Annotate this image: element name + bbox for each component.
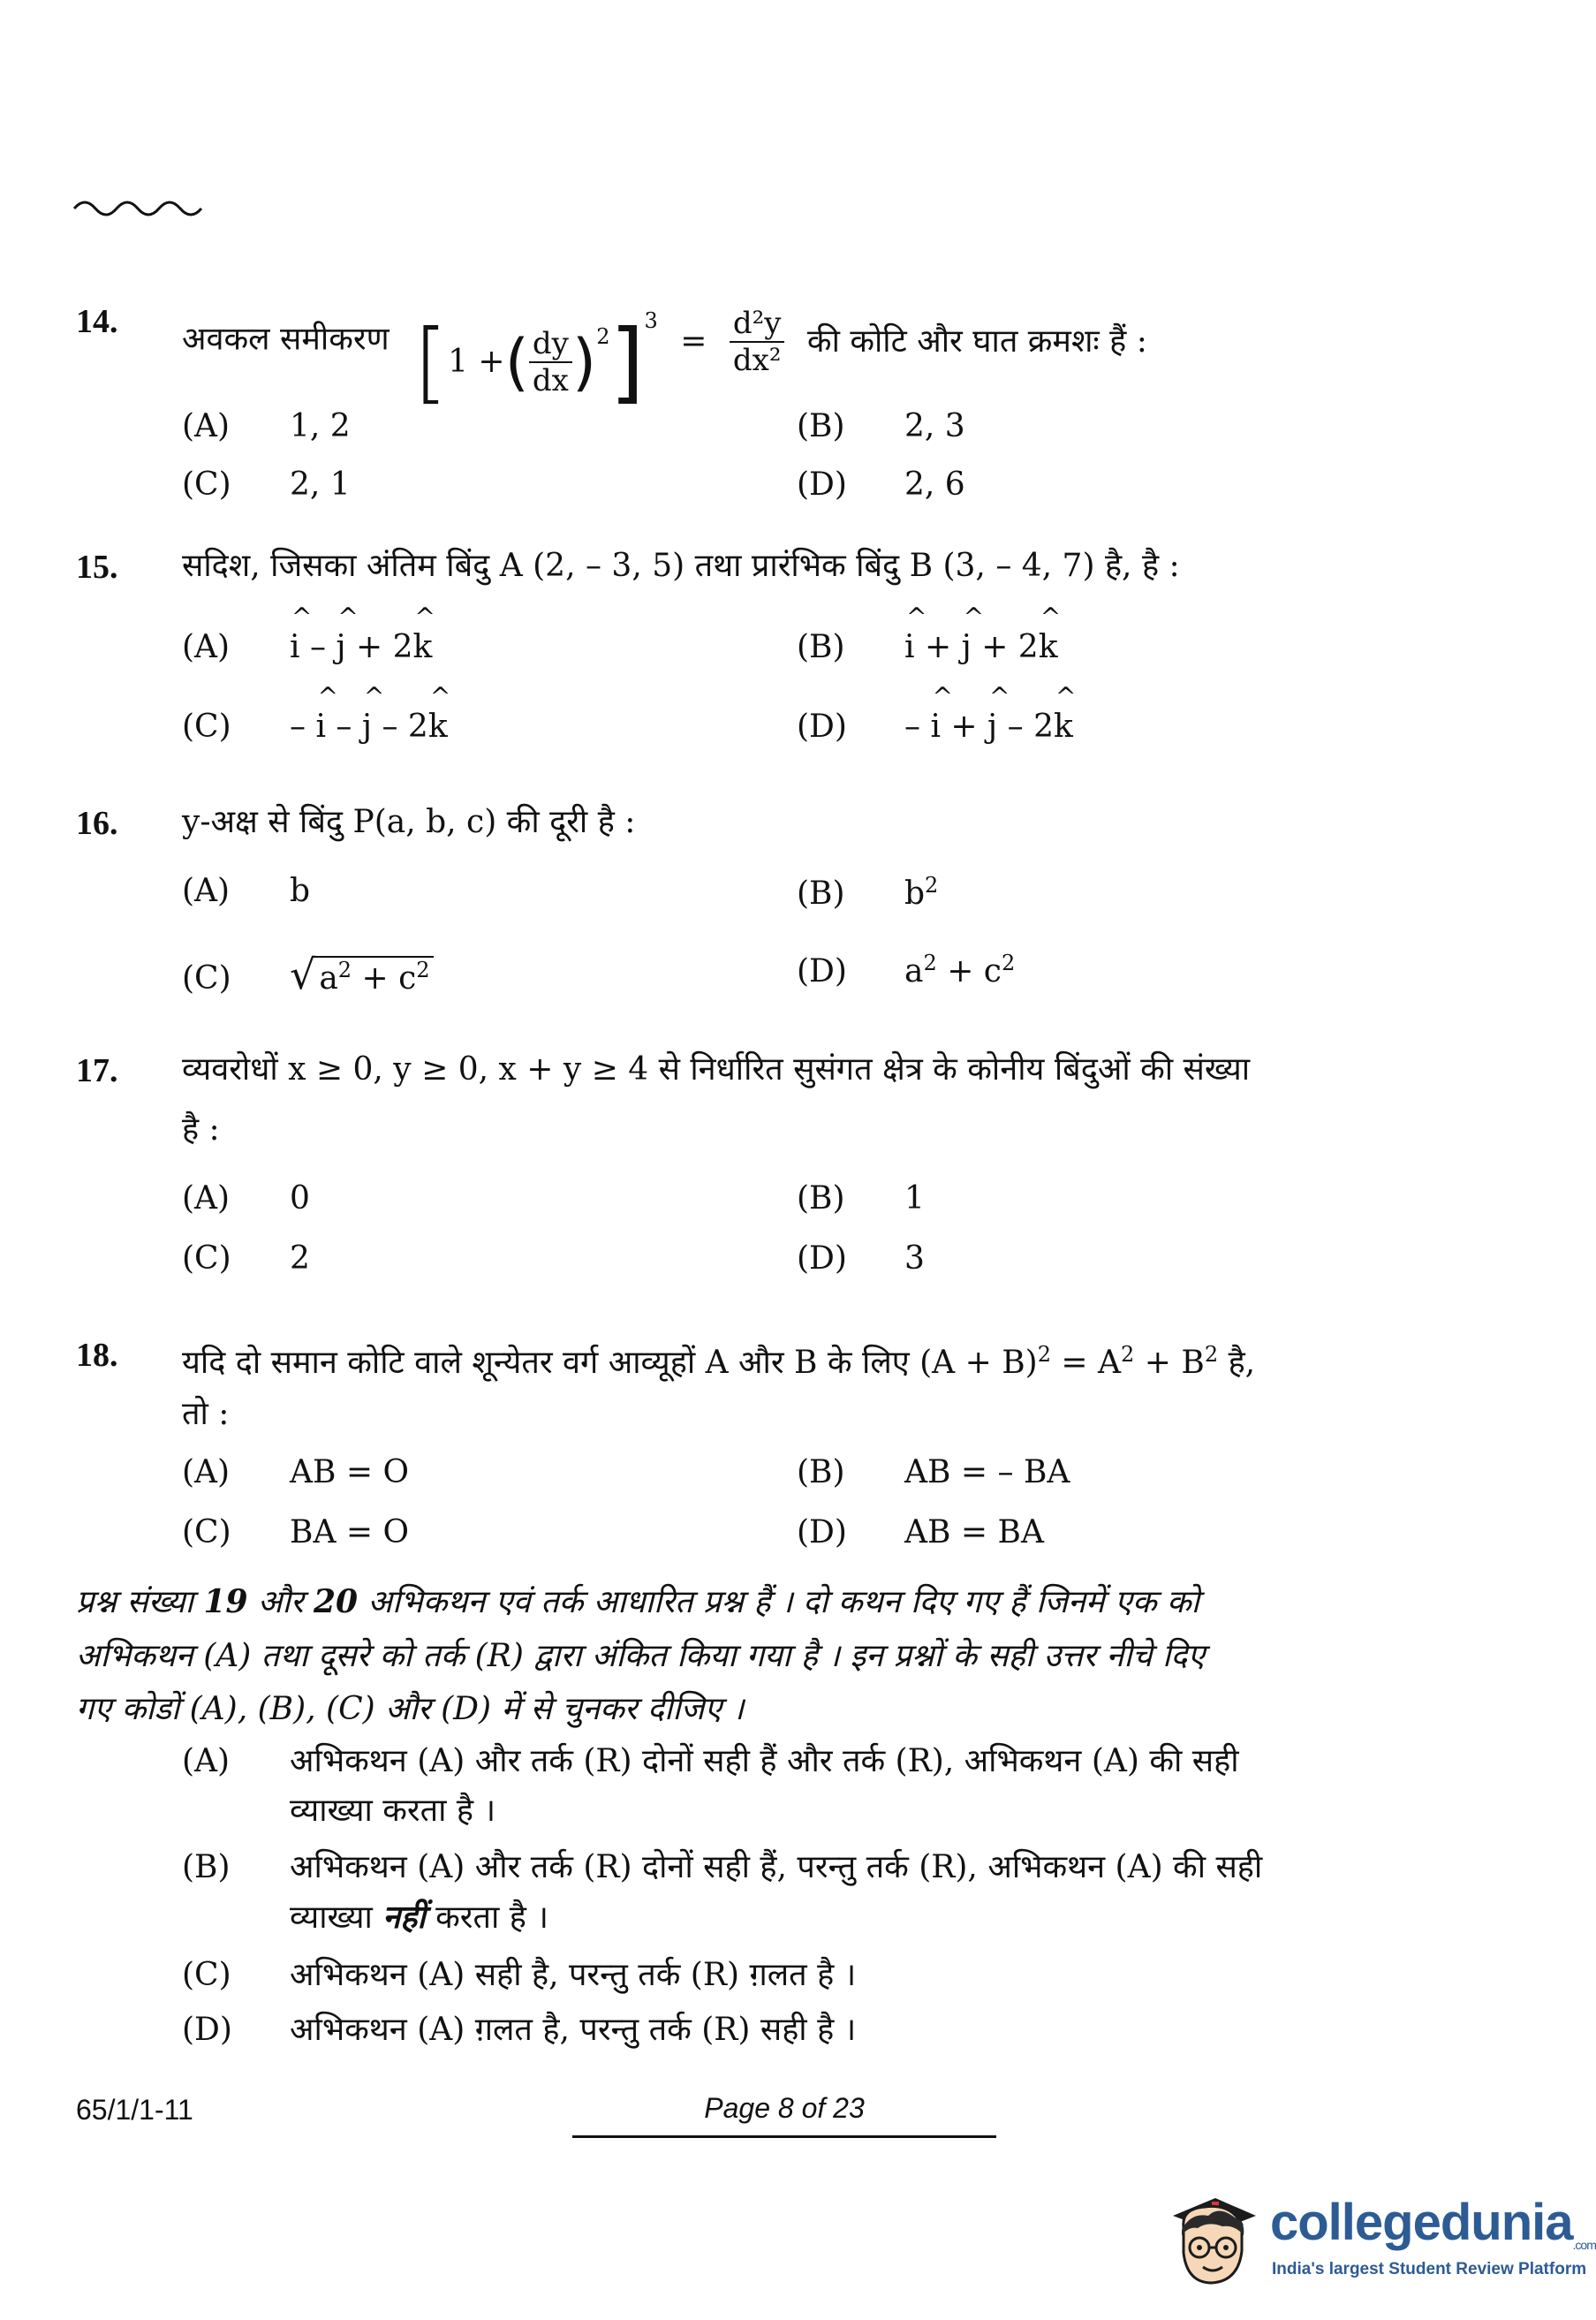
vec-part: – bbox=[904, 709, 931, 745]
code-c bbox=[182, 1951, 856, 2000]
option-value: AB = BA bbox=[904, 1514, 1044, 1550]
vec-part: + bbox=[940, 709, 988, 745]
power: 2 bbox=[1037, 1342, 1051, 1367]
question-15-text: सदिश, जिसका अंतिम बिंदु A (2, – 3, 5) तथा प्रारंभिक बिंदु B (3, – 4, 7) है, है : bbox=[182, 548, 1180, 584]
vec-part: + bbox=[914, 629, 962, 665]
unit-vector-j: ^ j bbox=[987, 709, 997, 745]
question-number: 18. bbox=[76, 1337, 118, 1374]
q18-text: है, bbox=[1218, 1345, 1256, 1381]
option-label: (B) bbox=[797, 408, 845, 444]
option-c bbox=[182, 466, 351, 503]
option-d bbox=[797, 1514, 1044, 1550]
option-label: (A) bbox=[182, 1743, 231, 1779]
term-a: a bbox=[904, 953, 924, 989]
question-17-line2: है : bbox=[182, 1111, 220, 1148]
option-value: 1 bbox=[904, 1180, 925, 1217]
option-label: (C) bbox=[182, 1514, 231, 1550]
power: 2 bbox=[337, 958, 352, 982]
option-b bbox=[797, 1180, 925, 1217]
power: 2 bbox=[925, 873, 939, 898]
option-label: (A) bbox=[182, 408, 231, 444]
code-a bbox=[182, 1737, 1239, 1786]
vec-part: – bbox=[299, 629, 337, 665]
code-emphasis: नहीं bbox=[382, 1899, 426, 1936]
vec-part: – 2 bbox=[997, 709, 1054, 745]
question-14-text bbox=[182, 263, 1418, 420]
q14-tail: की कोटि और घात क्रमशः हैं : bbox=[806, 322, 1147, 360]
option-label: (A) bbox=[182, 873, 231, 909]
option-label: (D) bbox=[797, 466, 847, 503]
question-16-text: y-अक्ष से बिंदु P(a, b, c) की दूरी है : bbox=[182, 804, 636, 840]
option-value: 0 bbox=[290, 1180, 310, 1217]
power: 2 bbox=[1121, 1342, 1135, 1367]
option-label: (D) bbox=[797, 1240, 847, 1277]
question-18-line2: तो : bbox=[182, 1396, 230, 1432]
option-label: (A) bbox=[182, 629, 231, 665]
option-label: (A) bbox=[182, 1180, 231, 1217]
instr-text: अभिकथन एवं तर्क आधारित प्रश्न हैं । दो कथन दिए गए हैं जिनमें एक को bbox=[358, 1584, 1199, 1620]
code-text: व्याख्या bbox=[290, 1899, 383, 1936]
paper-code: 65/1/1-11 bbox=[76, 2094, 193, 2126]
power: 2 bbox=[1204, 1342, 1219, 1367]
option-value: 2, 3 bbox=[904, 408, 965, 444]
unit-vector-i: ^ i bbox=[904, 629, 915, 665]
instr-text: और bbox=[247, 1584, 314, 1620]
instructions-line3: गए कोडों (A), (B), (C) और (D) में से चुनकर दीजिए । bbox=[76, 1691, 745, 1727]
power: 2 bbox=[416, 958, 430, 982]
q18-text: = A bbox=[1050, 1345, 1122, 1381]
unit-vector-k: ^ k bbox=[428, 709, 448, 745]
code-text: अभिकथन (A) और तर्क (R) दोनों सही हैं, परन्तु तर्क (R), अभिकथन (A) की सही bbox=[290, 1849, 1263, 1885]
option-a bbox=[182, 1454, 409, 1490]
option-label: (C) bbox=[182, 960, 231, 997]
q14-inner-power: 2 bbox=[596, 324, 610, 349]
code-text: करता है । bbox=[425, 1899, 548, 1936]
q14-lead: अवकल समीकरण bbox=[182, 321, 390, 358]
option-c bbox=[182, 951, 434, 998]
q18-text: + B bbox=[1134, 1345, 1205, 1381]
power: 2 bbox=[1001, 951, 1016, 975]
q14-dy-dx-fraction bbox=[529, 326, 572, 398]
q14-lhs-num: dy bbox=[529, 326, 572, 363]
q14-lhs-one: 1 + bbox=[448, 344, 505, 380]
q14-rhs-num: d²y bbox=[730, 306, 785, 343]
mascot-icon bbox=[1164, 2186, 1263, 2293]
option-label: (C) bbox=[182, 466, 231, 503]
option-label: (B) bbox=[797, 876, 845, 912]
code-text: अभिकथन (A) ग़लत है, परन्तु तर्क (R) सही है । bbox=[290, 2012, 857, 2048]
code-text: अभिकथन (A) सही है, परन्तु तर्क (R) ग़लत है । bbox=[290, 1957, 857, 1993]
brand-suffix: .com bbox=[1572, 2238, 1596, 2252]
code-b bbox=[182, 1843, 1262, 1892]
code-a-line2: व्याख्या करता है । bbox=[290, 1793, 496, 1829]
option-label: (C) bbox=[182, 1957, 231, 1993]
option-value: b bbox=[904, 876, 926, 912]
instr-text: प्रश्न संख्या bbox=[76, 1584, 204, 1620]
term-c: + c bbox=[936, 953, 1002, 989]
option-a bbox=[182, 1180, 310, 1217]
code-text: अभिकथन (A) और तर्क (R) दोनों सही हैं और तर्क (R), अभिकथन (A) की सही bbox=[290, 1743, 1239, 1779]
vec-part: – bbox=[290, 709, 316, 745]
unit-vector-i: ^ i bbox=[290, 629, 300, 665]
radicand-a: a bbox=[319, 960, 338, 997]
option-label: (C) bbox=[182, 1240, 231, 1277]
q14-lhs-den: dx bbox=[532, 363, 569, 398]
unit-vector-j: ^ j bbox=[336, 629, 345, 665]
question-number: 17. bbox=[76, 1052, 118, 1089]
vec-part: + 2 bbox=[345, 629, 413, 665]
radicand-c: + c bbox=[352, 960, 417, 997]
instr-number: 20 bbox=[314, 1583, 359, 1620]
collegedunia-logo bbox=[1164, 2182, 1596, 2297]
unit-vector-j: ^ j bbox=[962, 629, 972, 665]
page-number: Page 8 of 23 bbox=[572, 2092, 996, 2138]
wave-mark bbox=[72, 189, 205, 224]
option-label: (D) bbox=[797, 1514, 847, 1550]
sqrt-sign: √ bbox=[290, 951, 316, 998]
q14-outer-power: 3 bbox=[644, 308, 658, 333]
option-value: 2 bbox=[290, 1240, 310, 1277]
power: 2 bbox=[923, 951, 937, 975]
code-d bbox=[182, 2005, 856, 2055]
option-a bbox=[182, 629, 432, 665]
option-label: (D) bbox=[797, 953, 847, 989]
question-17-line1: व्यवरोधों x ≥ 0, y ≥ 0, x + y ≥ 4 से निर्धारित सुसंगत क्षेत्र के कोनीय बिंदुओं की संख्या bbox=[182, 1051, 1251, 1088]
option-d bbox=[797, 466, 965, 503]
option-value: 3 bbox=[904, 1240, 925, 1277]
option-b bbox=[797, 629, 1058, 665]
unit-vector-k: ^ k bbox=[1054, 709, 1073, 745]
vec-part: – bbox=[325, 709, 362, 745]
brand-name bbox=[1270, 2193, 1596, 2252]
q14-rhs-fraction bbox=[730, 306, 785, 378]
option-value: 1, 2 bbox=[290, 408, 351, 444]
option-label: (D) bbox=[797, 709, 847, 745]
option-b bbox=[797, 408, 965, 444]
question-number: 16. bbox=[76, 805, 118, 842]
instructions-line1 bbox=[76, 1574, 1418, 1630]
brand-name-text: collegedunia bbox=[1270, 2194, 1573, 2251]
option-d bbox=[797, 951, 1015, 989]
option-label: (B) bbox=[797, 629, 845, 665]
option-label: (B) bbox=[797, 1180, 845, 1217]
option-label: (B) bbox=[797, 1454, 845, 1490]
question-18-line1 bbox=[182, 1325, 1418, 1392]
instructions-line2: अभिकथन (A) तथा दूसरे को तर्क (R) द्वारा अंकित किया गया है । इन प्रश्नों के सही उत्तर नीचे दिए bbox=[76, 1638, 1206, 1674]
brand-tagline: India's largest Student Review Platform bbox=[1272, 2260, 1587, 2278]
option-b bbox=[797, 873, 938, 912]
option-c bbox=[182, 1240, 310, 1277]
option-c bbox=[182, 1514, 409, 1550]
unit-vector-k: ^ k bbox=[413, 629, 433, 665]
unit-vector-k: ^ k bbox=[1039, 629, 1058, 665]
option-label: (B) bbox=[182, 1849, 231, 1885]
vec-part: – 2 bbox=[372, 709, 428, 745]
option-label: (C) bbox=[182, 709, 231, 745]
option-c bbox=[182, 709, 448, 745]
option-value: 2, 6 bbox=[904, 466, 965, 503]
q14-lhs-expression: [1 +( $\frac{dy}{dx}$ )$^2$]$^3$ bbox=[413, 308, 658, 413]
option-a bbox=[182, 408, 351, 444]
unit-vector-i: ^ i bbox=[930, 709, 941, 745]
radicand bbox=[315, 956, 433, 997]
question-number: 15. bbox=[76, 549, 118, 586]
instr-number: 19 bbox=[203, 1583, 248, 1620]
option-b bbox=[797, 1454, 1070, 1490]
option-a bbox=[182, 873, 310, 909]
q18-text: यदि दो समान कोटि वाले शून्येतर वर्ग आव्यूहों A और B के लिए (A + B) bbox=[182, 1345, 1038, 1381]
vec-part: + 2 bbox=[971, 629, 1039, 665]
code-b-line2 bbox=[290, 1892, 548, 1943]
option-value: 2, 1 bbox=[290, 466, 351, 503]
question-number: 14. bbox=[76, 303, 118, 340]
unit-vector-i: ^ i bbox=[315, 709, 326, 745]
q14-equals: = bbox=[680, 322, 707, 360]
unit-vector-j: ^ j bbox=[362, 709, 372, 745]
option-d bbox=[797, 1240, 925, 1277]
option-d bbox=[797, 709, 1073, 745]
option-value: b bbox=[290, 873, 311, 909]
option-value: AB = – BA bbox=[904, 1454, 1070, 1490]
option-label: (D) bbox=[182, 2012, 232, 2048]
option-label: (A) bbox=[182, 1454, 231, 1490]
q14-rhs-den: dx² bbox=[732, 342, 782, 378]
option-value: BA = O bbox=[290, 1514, 410, 1550]
option-value: AB = O bbox=[290, 1454, 410, 1490]
